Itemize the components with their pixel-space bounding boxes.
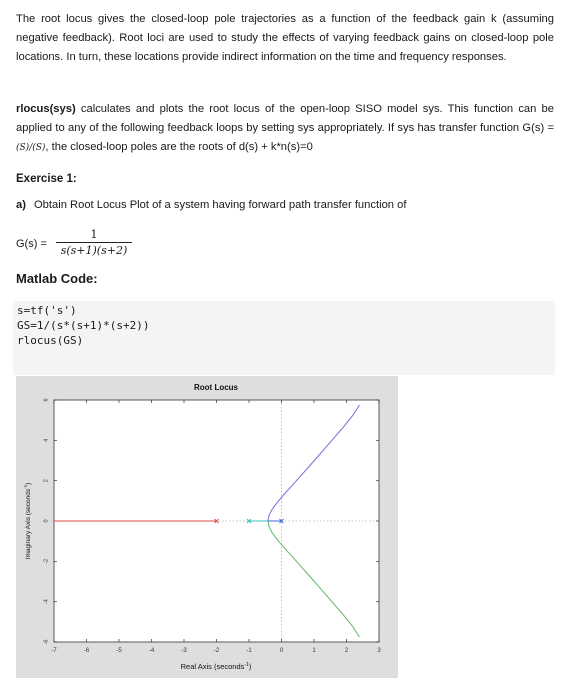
transfer-fraction: (S)/(S) xyxy=(16,143,46,153)
chart-title: Root Locus xyxy=(194,383,238,392)
y-tick-label: 4 xyxy=(43,438,50,442)
gs-fraction xyxy=(56,228,132,257)
code-line: rlocus(GS) xyxy=(17,334,84,347)
x-tick-label: 1 xyxy=(312,648,316,654)
y-tick-label: 6 xyxy=(43,398,50,402)
y-axis-label xyxy=(23,483,32,560)
x-tick-label: -2 xyxy=(213,648,220,654)
rlocus-description: calculates and plots the root locus of the open-loop SISO model sys. This function can be applied to any of the following feedback loops by setting sys appropriately. If sys has transfer function G(s) = xyxy=(16,103,554,134)
x-tick-label: -4 xyxy=(148,648,155,654)
rlocus-ending: , the closed-loop poles are the roots of d(s) + k*n(s)=0 xyxy=(45,141,313,153)
question-a xyxy=(16,199,406,211)
y-tick-label: -2 xyxy=(43,558,50,564)
x-tick-label: -6 xyxy=(83,648,90,654)
question-text: Obtain Root Locus Plot of a system having forward path transfer function of xyxy=(33,199,407,211)
gs-numerator: 1 xyxy=(90,228,98,241)
rlocus-paragraph xyxy=(16,100,554,158)
x-tick-label: -7 xyxy=(51,648,57,654)
rlocus-command: rlocus(sys) xyxy=(16,103,76,115)
x-axis-label-text: Real Axis (seconds xyxy=(180,662,245,671)
question-label: a) xyxy=(16,199,26,211)
x-tick-label: -3 xyxy=(181,648,187,654)
root-locus-chart xyxy=(16,376,398,678)
gs-denominator: s(s+1)(s+2) xyxy=(60,244,128,257)
y-axis-label-exponent: -1 xyxy=(23,484,28,489)
intro-paragraph: The root locus gives the closed-loop pole trajectories as a function of the feedback gain k (assuming negative feedback). Root loci are used to study the effects of varying feedback gains on closed-loop pole locations. In turn, these locations provide indirect information on the time and frequency responses. xyxy=(16,13,554,63)
x-tick-label: -1 xyxy=(246,648,252,654)
root-locus-figure xyxy=(16,376,398,678)
code-block xyxy=(13,301,555,375)
code-line: GS=1/(s*(s+1)*(s+2)) xyxy=(17,319,150,332)
exercise-heading: Exercise 1: xyxy=(16,173,77,185)
y-tick-label: -4 xyxy=(43,599,50,605)
x-tick-label: 3 xyxy=(377,648,381,654)
x-tick-label: 2 xyxy=(344,648,349,654)
x-axis-label-paren: ) xyxy=(248,662,252,671)
y-tick-label: 2 xyxy=(43,479,50,483)
y-axis-label-text: Imaginary Axis (seconds xyxy=(25,488,32,560)
x-axis-label-exponent: -1 xyxy=(244,662,249,668)
gs-label: G(s) = xyxy=(16,238,47,250)
y-tick-label: -6 xyxy=(43,639,50,645)
matlab-heading: Matlab Code: xyxy=(16,271,98,286)
x-tick-label: 0 xyxy=(279,648,284,654)
y-tick-label: 0 xyxy=(43,519,50,523)
code-line: s=tf('s') xyxy=(17,304,77,317)
x-axis-label xyxy=(181,662,252,671)
x-tick-label: -5 xyxy=(116,648,122,654)
y-axis-label-paren: ) xyxy=(25,482,32,485)
